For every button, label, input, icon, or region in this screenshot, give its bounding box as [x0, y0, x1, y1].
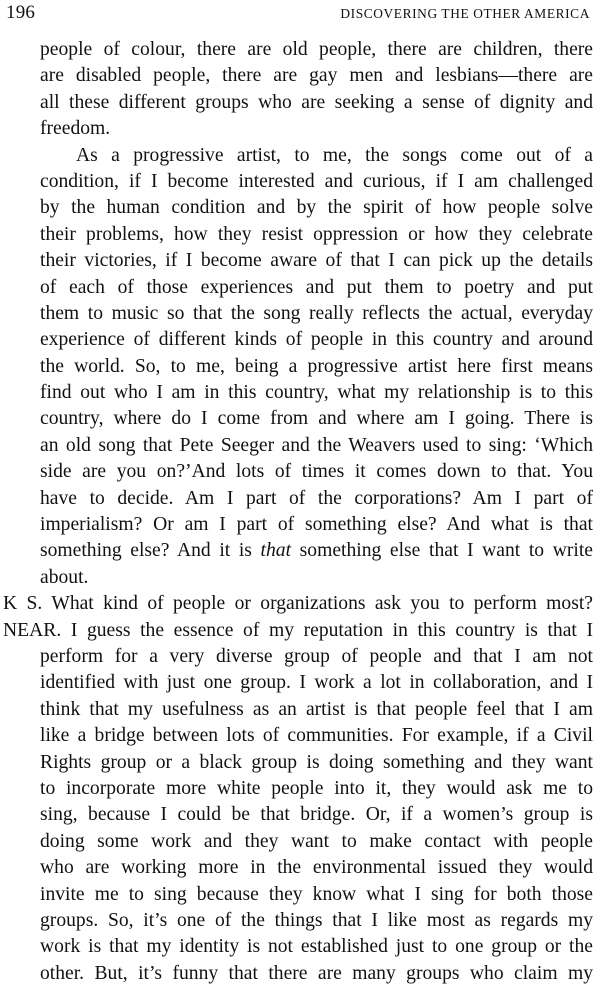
text-line	[3, 565, 593, 591]
text-run: experience of different kinds of people in this country and around	[40, 329, 593, 351]
text-line	[3, 512, 593, 538]
text-line	[3, 301, 593, 327]
text-run: their victories, if I become aware of that I can pick up the details	[40, 250, 593, 272]
text-line	[3, 222, 593, 248]
text-line	[3, 143, 593, 169]
text-run: What kind of people or organizations ask you to perform most?	[42, 593, 593, 615]
text-run: find out who I am in this country, what my relationship is to this	[40, 382, 593, 404]
text-run: imperialism? Or am I part of something else? And what is that	[40, 514, 593, 536]
text-line	[3, 934, 593, 960]
text-line	[3, 802, 593, 828]
text-line	[3, 961, 593, 987]
text-line	[3, 855, 593, 881]
text-run: the world. So, to me, being a progressive artist here first means	[40, 355, 593, 377]
text-line	[3, 37, 593, 63]
text-run: sing, because I could be that bridge. Or, if a women’s group is	[40, 804, 593, 826]
text-line	[3, 354, 593, 380]
text-run: freedom.	[40, 118, 111, 140]
text-run: have to decide. Am I part of the corporations? Am I part of	[40, 487, 593, 509]
text-line	[3, 90, 593, 116]
text-run: country, where do I come from and where am I going. There is	[40, 408, 593, 430]
text-run: work is that my identity is not established just to one group or the	[40, 936, 593, 958]
text-line	[3, 195, 593, 221]
text-run: doing some work and they want to make contact with people	[40, 830, 593, 852]
text-line	[3, 275, 593, 301]
text-line	[3, 459, 593, 485]
text-line	[3, 327, 593, 353]
text-line	[3, 591, 593, 617]
text-line	[3, 486, 593, 512]
text-run: perform for a very diverse group of people and that I am not	[40, 645, 593, 667]
page-number: 196	[6, 2, 36, 23]
body-text	[3, 37, 593, 987]
text-line	[3, 248, 593, 274]
text-line	[3, 116, 593, 142]
text-line	[3, 829, 593, 855]
text-run: condition, if I become interested and curious, if I am challenged	[40, 170, 593, 192]
text-run: by the human condition and by the spirit of how people solve	[40, 197, 593, 219]
text-run: groups. So, it’s one of the things that I like most as regards my	[40, 909, 593, 931]
text-run: Rights group or a black group is doing something and they want	[40, 751, 593, 773]
text-line	[3, 406, 593, 432]
text-run: all these different groups who are seeking a sense of dignity and	[40, 91, 593, 113]
text-line	[3, 644, 593, 670]
text-run: them to music so that the song really reflects the actual, everyday	[40, 302, 593, 324]
running-head	[6, 2, 590, 24]
speaker-label: NEAR.	[3, 619, 62, 641]
text-line	[3, 538, 593, 564]
text-run: identified with just one group. I work a lot in collaboration, and I	[40, 672, 593, 694]
text-line	[3, 723, 593, 749]
text-run: side are you on?’And lots of times it comes down to that. You	[40, 461, 593, 483]
text-run: of each of those experiences and put them to poetry and put	[40, 276, 593, 298]
text-line	[3, 169, 593, 195]
text-line	[3, 433, 593, 459]
text-run: about.	[40, 566, 89, 588]
text-run: something else that I want to write	[291, 540, 593, 562]
text-line	[3, 882, 593, 908]
text-line	[3, 380, 593, 406]
text-run: think that my usefulness as an artist is that people feel that I am	[40, 698, 593, 720]
running-title: DISCOVERING THE OTHER AMERICA	[340, 6, 590, 21]
text-run: something else? And it is	[40, 540, 261, 562]
text-run: As a progressive artist, to me, the songs come out of a	[76, 144, 593, 166]
text-run: are disabled people, there are gay men and lesbians—there are	[40, 65, 593, 87]
text-line	[3, 750, 593, 776]
text-line	[3, 63, 593, 89]
text-run: their problems, how they resist oppression or how they celebrate	[40, 223, 593, 245]
text-run: I guess the essence of my reputation in this country is that I	[61, 619, 593, 641]
text-run: other. But, it’s funny that there are many groups who claim my	[40, 962, 593, 984]
text-run: who are working more in the environmental issued they would	[40, 857, 593, 879]
emphasis-text: that	[260, 540, 292, 562]
text-line	[3, 776, 593, 802]
text-line	[3, 697, 593, 723]
text-run: to incorporate more white people into it, they would ask me to	[40, 777, 593, 799]
speaker-label: K S.	[3, 593, 43, 615]
text-line	[3, 618, 593, 644]
text-run: people of colour, there are old people, there are children, there	[40, 39, 593, 60]
text-run: like a bridge between lots of communities. For example, if a Civil	[40, 725, 593, 747]
text-run: an old song that Pete Seeger and the Weavers used to sing: ‘Which	[40, 434, 593, 456]
text-line	[3, 908, 593, 934]
text-run: invite me to sing because they know what I sing for both those	[40, 883, 593, 905]
text-line	[3, 670, 593, 696]
